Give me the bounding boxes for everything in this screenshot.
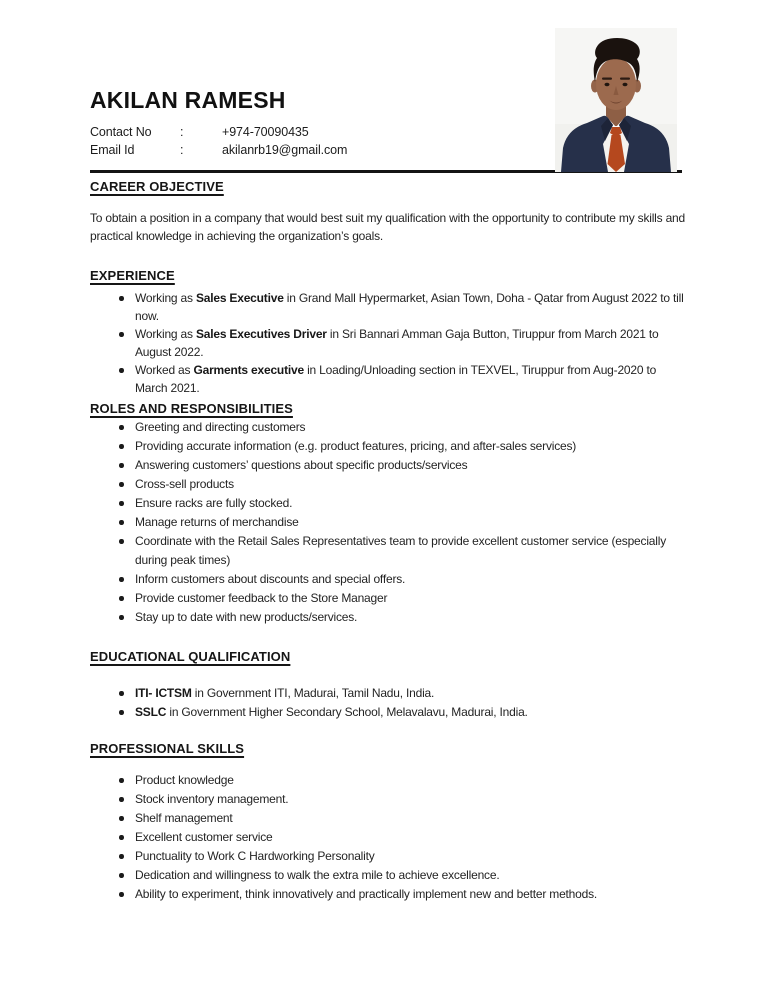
roles-item: Manage returns of merchandise [90, 513, 690, 532]
education-list [90, 684, 690, 722]
experience-heading: EXPERIENCE [90, 268, 175, 283]
experience-item-role: Garments executive [193, 363, 304, 377]
experience-item-detail: in Loading/Unloading section in TEXVEL, Tiruppur from Aug-2020 to March 2021. [135, 363, 657, 395]
roles-item: Provide customer feedback to the Store Manager [90, 589, 690, 608]
education-item [90, 703, 690, 722]
experience-item [90, 325, 690, 361]
experience-item-detail: in Sri Bannari Amman Gaja Button, Tiruppur from March 2021 to August 2022. [135, 327, 659, 359]
roles-item: Providing accurate information (e.g. product features, pricing, and after-sales services) [90, 437, 690, 456]
skills-list [90, 771, 690, 904]
experience-item-role: Sales Executives Driver [195, 327, 327, 341]
contact-value: +974-70090435 [222, 125, 309, 139]
experience-list [90, 289, 690, 397]
skills-item: Excellent customer service [90, 828, 690, 847]
roles-list [90, 418, 690, 627]
skills-item: Stock inventory management. [90, 790, 690, 809]
roles-item: Cross-sell products [90, 475, 690, 494]
experience-item-role: Sales Executive [195, 291, 284, 305]
roles-item: Inform customers about discounts and special offers. [90, 570, 690, 589]
skills-item: Punctuality to Work C Hardworking Personality [90, 847, 690, 866]
skills-heading: PROFESSIONAL SKILLS [90, 741, 245, 756]
experience-item-text: Worked as [135, 363, 194, 377]
email-separator: : [180, 143, 184, 157]
experience-item-text: Working as [135, 291, 196, 305]
education-item-degree: SSLC [135, 705, 167, 719]
experience-item [90, 361, 690, 397]
email-value: akilanrb19@gmail.com [222, 143, 348, 157]
experience-item-text: Working as [135, 327, 196, 341]
skills-item: Product knowledge [90, 771, 690, 790]
education-heading: EDUCATIONAL QUALIFICATION [90, 649, 291, 664]
candidate-name: AKILAN RAMESH [90, 87, 286, 113]
roles-item: Greeting and directing customers [90, 418, 690, 437]
profile-photo [555, 28, 677, 172]
experience-item [90, 289, 690, 325]
skills-item: Dedication and willingness to walk the extra mile to achieve excellence. [90, 866, 690, 885]
contact-label: Contact No [90, 125, 152, 139]
education-item-detail: in Government ITI, Madurai, Tamil Nadu, India. [191, 686, 435, 700]
career-objective-heading: CAREER OBJECTIVE [90, 179, 224, 194]
skills-item: Shelf management [90, 809, 690, 828]
education-item-detail: in Government Higher Secondary School, Melavalavu, Madurai, India. [166, 705, 528, 719]
roles-heading: ROLES AND RESPONSIBILITIES [90, 401, 293, 416]
roles-item: Answering customers’ questions about specific products/services [90, 456, 690, 475]
profile-photo-illustration [555, 28, 677, 172]
experience-item-detail: in Grand Mall Hypermarket, Asian Town, Doha - Qatar from August 2022 to till now. [135, 291, 684, 323]
roles-item: Ensure racks are fully stocked. [90, 494, 690, 513]
education-item [90, 684, 690, 703]
roles-item: Coordinate with the Retail Sales Representatives team to provide excellent customer service (especially during peak times) [90, 532, 690, 570]
contact-separator: : [180, 125, 184, 139]
education-item-degree: ITI- ICTSM [135, 686, 192, 700]
roles-item: Stay up to date with new products/services. [90, 608, 690, 627]
email-label: Email Id [90, 143, 135, 157]
skills-item: Ability to experiment, think innovatively and practically implement new and better methods. [90, 885, 690, 904]
career-objective-text: To obtain a position in a company that would best suit my qualification with the opportunity to contribute my skills and practical knowledge in achieving the organization’s goals. [90, 211, 686, 243]
